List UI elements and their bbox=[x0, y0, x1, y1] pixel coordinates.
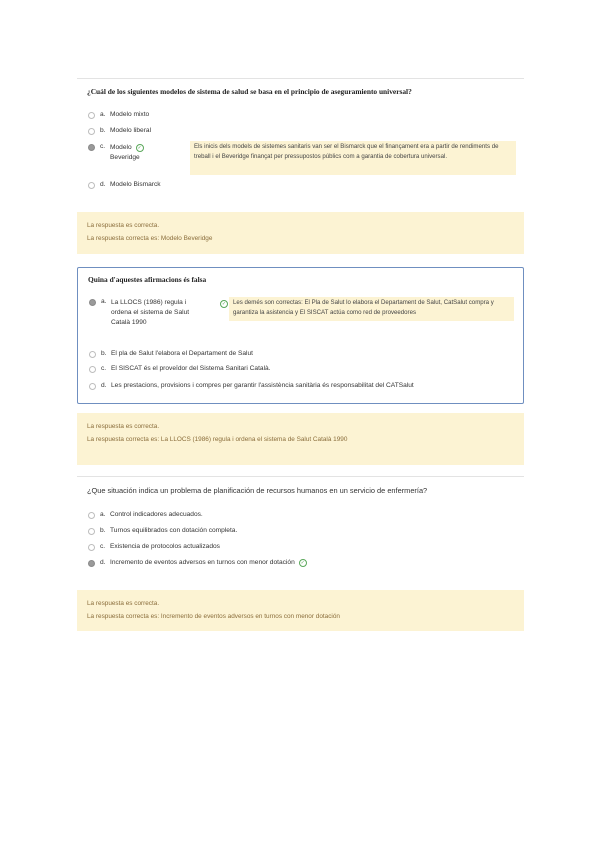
option-d[interactable] bbox=[88, 559, 307, 567]
radio-selected-icon[interactable] bbox=[88, 144, 95, 151]
option-d[interactable] bbox=[88, 181, 161, 189]
option-b[interactable] bbox=[89, 350, 253, 358]
radio-icon[interactable] bbox=[88, 512, 95, 519]
radio-selected-icon[interactable] bbox=[89, 299, 96, 306]
check-icon: ✓ bbox=[137, 145, 142, 151]
option-letter: a. bbox=[101, 298, 107, 305]
radio-icon[interactable] bbox=[88, 528, 95, 535]
question-text: ¿Cuál de los siguientes modelos de sistema de salud se basa en el principio de aseguramiento universal? bbox=[87, 87, 412, 96]
feedback-3 bbox=[77, 590, 524, 631]
option-label: La LLOCS (1986) regula i ordena el sistema de Salut Català 1990 bbox=[111, 299, 190, 326]
option-a[interactable] bbox=[88, 111, 149, 119]
feedback-2 bbox=[77, 413, 524, 465]
option-label-line1: Modelo bbox=[110, 144, 132, 151]
radio-icon[interactable] bbox=[89, 383, 96, 390]
option-b[interactable] bbox=[88, 527, 237, 535]
option-label: El pla de Salut l'elabora el Departament de Salut bbox=[111, 350, 254, 357]
feedback-status: La respuesta es correcta. bbox=[87, 423, 160, 430]
option-label: Les prestacions, provisions i compres per garantir l'assistència sanitària és responsabilitat del CATSalut bbox=[111, 382, 414, 389]
option-c[interactable] bbox=[89, 365, 271, 373]
option-label: Existencia de protocolos actualizados bbox=[110, 543, 220, 550]
question-2 bbox=[77, 267, 524, 404]
option-label: Control indicadores adecuados. bbox=[110, 511, 203, 518]
option-letter: b. bbox=[100, 527, 106, 534]
radio-icon[interactable] bbox=[88, 112, 95, 119]
feedback-1 bbox=[77, 212, 524, 254]
option-d[interactable] bbox=[89, 382, 414, 390]
radio-icon[interactable] bbox=[88, 128, 95, 135]
option-letter: d. bbox=[100, 559, 106, 566]
option-label: Modelo mixto bbox=[110, 111, 150, 118]
feedback-correct-answer: La respuesta correcta es: La LLOCS (1986) regula i ordena el sistema de Salut Català 1990 bbox=[87, 436, 348, 443]
option-letter: d. bbox=[100, 181, 106, 188]
option-letter: d. bbox=[101, 382, 107, 389]
feedback-status: La respuesta es correcta. bbox=[87, 222, 160, 229]
question-3 bbox=[77, 476, 524, 579]
option-c[interactable] bbox=[88, 543, 220, 551]
option-label: Incremento de eventos adversos en turnos con menor dotación bbox=[110, 559, 295, 566]
radio-icon[interactable] bbox=[89, 366, 96, 373]
option-label: Modelo Bismarck bbox=[110, 181, 161, 188]
option-letter: a. bbox=[100, 511, 106, 518]
feedback-correct-answer: La respuesta correcta es: Modelo Beveridge bbox=[87, 235, 213, 242]
question-1 bbox=[77, 78, 524, 204]
radio-selected-icon[interactable] bbox=[88, 560, 95, 567]
radio-icon[interactable] bbox=[88, 182, 95, 189]
option-label: Modelo liberal bbox=[110, 127, 152, 134]
option-label: Turnos equilibrados con dotación completa. bbox=[110, 527, 238, 534]
option-letter: a. bbox=[100, 111, 106, 118]
option-a[interactable] bbox=[88, 511, 203, 519]
question-text: ¿Que situación indica un problema de planificación de recursos humanos en un servicio de enfermería? bbox=[87, 486, 428, 495]
option-label: El SISCAT és el proveïdor del Sistema Sanitari Català. bbox=[111, 365, 271, 372]
question-text: Quina d'aquestes afirmacions és falsa bbox=[88, 275, 207, 284]
check-icon: ✓ bbox=[300, 560, 305, 566]
explanation-box: Les demés son correctas: El Pla de Salut lo elabora el Departament de Salut, CatSalut compra y garantiza la asistencia y El SISCAT actúa como red de proveedores bbox=[229, 297, 514, 321]
feedback-status: La respuesta es correcta. bbox=[87, 600, 160, 607]
option-label-line2: Beveridge bbox=[110, 154, 140, 161]
check-icon: ✓ bbox=[221, 301, 227, 307]
option-a[interactable] bbox=[89, 298, 209, 328]
explanation-box: Els inicis dels models de sistemes sanitaris van ser el Bismarck que el finançament era a partir de rendiments de treball i el Beveridge finançat per pressupostos públics com a garantia de cobertura universal. bbox=[190, 141, 516, 175]
feedback-correct-answer: La respuesta correcta es: Incremento de eventos adversos en turnos con menor dotación bbox=[87, 613, 340, 620]
option-letter: c. bbox=[100, 143, 106, 150]
option-c[interactable] bbox=[88, 143, 144, 163]
option-label bbox=[110, 143, 144, 163]
radio-icon[interactable] bbox=[88, 544, 95, 551]
option-letter: c. bbox=[101, 365, 107, 372]
radio-icon[interactable] bbox=[89, 351, 96, 358]
option-letter: c. bbox=[100, 543, 106, 550]
option-b[interactable] bbox=[88, 127, 151, 135]
option-letter: b. bbox=[101, 350, 107, 357]
option-letter: b. bbox=[100, 127, 106, 134]
